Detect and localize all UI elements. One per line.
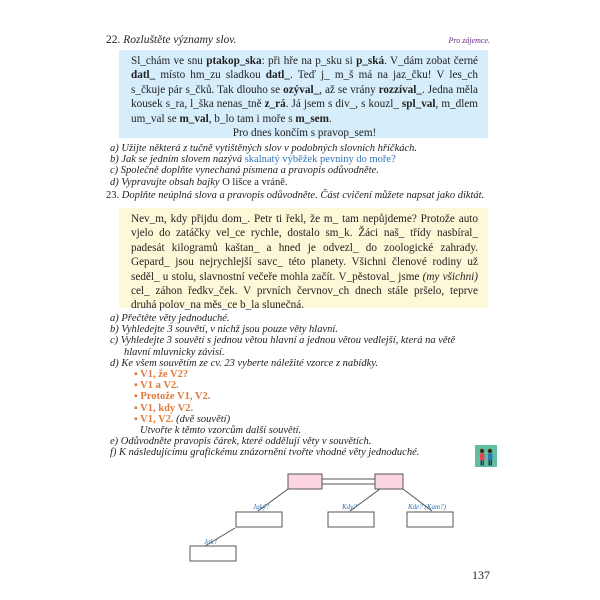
time-adverbial-box bbox=[328, 512, 374, 527]
subject-box bbox=[288, 474, 322, 489]
task-f: f) K následujícímu grafickému znázornění tvořte vhodné věty jednoduché. bbox=[110, 447, 420, 459]
text-segment: . bbox=[328, 112, 332, 125]
manner-box bbox=[190, 546, 236, 561]
text-segment: . V_dám zobat bbox=[384, 55, 451, 67]
exercise-number: 23. bbox=[106, 190, 120, 201]
text-segment: : při hře na p_sku si bbox=[261, 55, 357, 67]
text-segment: , až se vrány bbox=[319, 83, 379, 96]
predicate-box bbox=[375, 474, 403, 489]
label-jak: Jak? bbox=[204, 538, 218, 546]
bold-word: spl_val bbox=[401, 98, 436, 111]
task-b-highlight: skalnatý výběžek pevniny do moře? bbox=[244, 154, 396, 166]
formula-note: (dvě souvětí) bbox=[176, 413, 231, 425]
text-italic: (my všichni) bbox=[422, 270, 478, 283]
attribute-box bbox=[236, 512, 282, 527]
text-segment: , b_lo tam i moře s bbox=[208, 112, 296, 125]
bold-word: datl_ bbox=[265, 69, 291, 82]
label-kdy: Kdy? bbox=[342, 503, 357, 511]
bullet-icon: ▪ bbox=[134, 413, 141, 425]
text-segment: . Já jsem s div_, s kouzl_ bbox=[285, 98, 402, 111]
formula: V1, že V2? bbox=[140, 369, 189, 381]
text-segment: m_dlem um_val se bbox=[131, 98, 478, 125]
bold-word: datl_ bbox=[131, 69, 156, 82]
text-part-2: cel_ záhon ředkv_ček. V prvních červnov_ch dnech stále pršelo, teprve druhá polov_na měs_ce b_la slunečná. bbox=[131, 285, 478, 312]
task-b: b) Vyhledejte 3 souvětí, v nichž jsou pouze věty hlavní. bbox=[110, 324, 338, 336]
text-segment: s_čkuje pár s_čků. Tak dlouho se bbox=[131, 83, 284, 96]
task-c: c) Vyhledejte 3 souvětí s jednou větou hlavní a jednou větou vedlejší, která na větě bbox=[110, 335, 456, 347]
bold-word: ozýval_ bbox=[283, 83, 320, 96]
task-e: e) Odůvodněte pravopis čárek, které oddělují věty v souvětích. bbox=[110, 436, 372, 448]
exercise-title: Rozluštěte významy slov. bbox=[123, 34, 237, 46]
difficulty-tag: Pro zájemce. bbox=[448, 36, 490, 45]
task-b-text: b) Jak se jedním slovem nazývá bbox=[110, 154, 245, 166]
bold-word: m_val bbox=[179, 112, 209, 125]
formula: V1, kdy V2. bbox=[140, 402, 194, 414]
bold-word: m_sem bbox=[295, 112, 329, 125]
task-d: d) Ke všem souvětím ze cv. 23 vyberte náležité vzorce z nabídky. bbox=[110, 357, 378, 369]
text-segment: , bbox=[435, 98, 439, 111]
label-jaky: Jaký? bbox=[253, 503, 270, 511]
task-d-text: d) Vypravujte obsah bajky bbox=[110, 176, 223, 188]
exercise-title: Doplňte neúplná slova a pravopis odůvodněte. Část cvičení můžete napsat jako diktát. bbox=[121, 190, 485, 201]
bullet-icon: ▪ bbox=[134, 391, 141, 403]
bullet-icon: ▪ bbox=[134, 369, 141, 381]
bullet-icon: ▪ bbox=[134, 402, 141, 414]
formula: Protože V1, V2. bbox=[140, 391, 211, 403]
task-d-note: Utvořte k těmto vzorcům další souvětí. bbox=[140, 425, 302, 437]
task-c: c) Společně doplňte vynechaná písmena a pravopis odůvodněte. bbox=[110, 165, 379, 177]
task-c-continued: hlavní mluvnicky závisí. bbox=[124, 346, 225, 358]
bold-word: rozzíval_ bbox=[378, 83, 422, 96]
closing-line: Pro dnes končím s pravop_sem! bbox=[232, 127, 377, 140]
text-segment: měla kousek s_ra, l_ška nenas_tně bbox=[131, 83, 478, 111]
bold-word: ptakop_ska bbox=[206, 55, 262, 67]
bold-word: p_ská bbox=[356, 55, 385, 67]
task-d-title: O lišce a vráně. bbox=[222, 176, 288, 188]
text-segment: černé bbox=[453, 55, 479, 67]
label-kde: Kde? (Kam?) bbox=[408, 503, 446, 511]
task-a: a) Přečtěte věty jednoduché. bbox=[110, 313, 230, 324]
bold-word: z_rá bbox=[264, 98, 286, 111]
formula: V1, V2. bbox=[140, 413, 174, 425]
text-segment: místo hm_zu sladkou bbox=[155, 69, 266, 82]
task-a: a) Užijte některá z tučně vytištěných slov v podobných slovních hříčkách. bbox=[110, 143, 418, 154]
bullet-icon: ▪ bbox=[134, 380, 141, 392]
place-adverbial-box bbox=[407, 512, 453, 527]
text-segment: . Jedna bbox=[421, 83, 454, 96]
exercise-number: 22. bbox=[106, 34, 121, 46]
text-part-1: Nev_m, kdy přijdu dom_. Petr ti řekl, že m_ tam nepůjdeme? Protože auto vjelo do zatáčky vel_ce rychle, dostalo sm_k. Žáci naš_ třídy nasbíral_ padesát kilogramů kaštan_ a hned je odvezl_ do zoologické zahrady. Gepard_ jsou nejrychlejší savc_ této planety. Všichni členové rodiny už seděl_ u stolu, slavnostní večeře mohla začít. V_pěstoval_ jsme bbox=[131, 213, 478, 283]
page-number: 137 bbox=[472, 568, 490, 582]
text-segment: Sl_chám ve snu bbox=[131, 55, 207, 67]
text-segment: . Teď j_ m_š má na jaz_čku! V les_ch bbox=[290, 69, 478, 82]
formula: V1 a V2. bbox=[140, 380, 179, 392]
